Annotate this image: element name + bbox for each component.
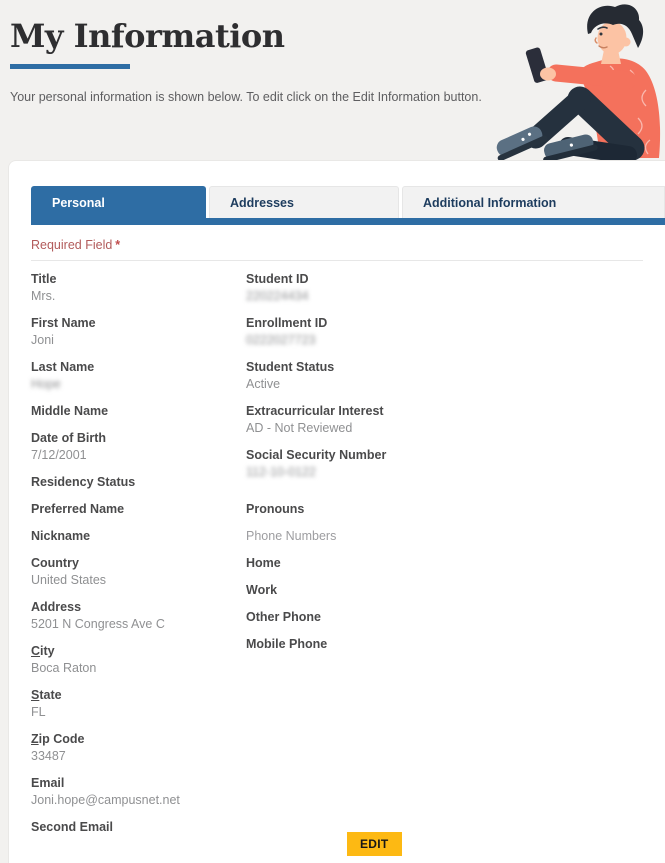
field-social-security-number (246, 447, 665, 481)
tab-addresses[interactable]: Addresses (209, 186, 399, 218)
field-value: Mrs. (31, 289, 56, 303)
field-label: Mobile Phone (246, 637, 328, 651)
field-label: Home (246, 556, 281, 570)
edit-button[interactable]: EDIT (347, 832, 402, 856)
field-value: United States (31, 573, 107, 587)
field-last-name (31, 359, 246, 393)
field-address (31, 599, 246, 633)
divider (31, 260, 643, 261)
field-label: Address (31, 600, 82, 614)
field-preferred-name (31, 501, 246, 518)
field-work (246, 582, 665, 599)
field-title (31, 271, 246, 305)
field-enrollment-id (246, 315, 665, 349)
field-value: 5201 N Congress Ave C (31, 617, 165, 631)
field-label: Enrollment ID (246, 316, 328, 330)
field-mobile-phone (246, 636, 665, 653)
field-value: AD - Not Reviewed (246, 421, 353, 435)
field-value: 7/12/2001 (31, 448, 87, 462)
field-home (246, 555, 665, 572)
fields-column-right (246, 271, 665, 663)
required-field-note (31, 238, 665, 252)
field-value: Active (246, 377, 281, 391)
field-phone-numbers (246, 528, 665, 545)
required-asterisk: * (115, 238, 121, 252)
field-value: 0222027723 (246, 333, 316, 347)
field-columns (31, 271, 665, 846)
field-state (31, 687, 246, 721)
tab-bar (31, 186, 665, 218)
field-label: Title (31, 272, 57, 286)
field-label: Date of Birth (31, 431, 106, 445)
field-label: City (31, 644, 55, 658)
field-label: Zip Code (31, 732, 85, 746)
active-tab-indicator-bar (31, 218, 665, 225)
field-city (31, 643, 246, 677)
field-label: Student Status (246, 360, 335, 374)
field-label: Pronouns (246, 502, 305, 516)
field-label: Other Phone (246, 610, 322, 624)
field-date-of-birth (31, 430, 246, 464)
field-label: Email (31, 776, 65, 790)
field-other-phone (246, 609, 665, 626)
field-value: 220224434 (246, 289, 309, 303)
field-value: Boca Raton (31, 661, 97, 675)
field-value: FL (31, 705, 46, 719)
field-extracurricular-interest (246, 403, 665, 437)
field-label: Phone Numbers (246, 529, 337, 543)
field-country (31, 555, 246, 589)
field-label: Social Security Number (246, 448, 387, 462)
field-email (31, 775, 246, 809)
field-label: Nickname (31, 529, 91, 543)
field-label: Last Name (31, 360, 95, 374)
field-label: Work (246, 583, 278, 597)
field-nickname (31, 528, 246, 545)
field-label: Extracurricular Interest (246, 404, 384, 418)
tab-personal[interactable]: Personal (31, 186, 206, 218)
field-pronouns (246, 491, 665, 518)
field-zip-code (31, 731, 246, 765)
required-field-text: Required Field (31, 238, 113, 252)
field-label: First Name (31, 316, 96, 330)
page-subtitle: Your personal information is shown below. To edit click on the Edit Information button. (10, 90, 482, 104)
title-underline (10, 64, 130, 69)
field-label: State (31, 688, 62, 702)
field-residency-status (31, 474, 246, 491)
field-value: 112-10-0122 (246, 465, 316, 479)
my-information-card (8, 160, 665, 863)
field-value: 33487 (31, 749, 66, 763)
field-label: Middle Name (31, 404, 109, 418)
field-label: Second Email (31, 820, 113, 834)
field-label: Student ID (246, 272, 309, 286)
field-second-email (31, 819, 246, 836)
field-value: Hope (31, 377, 61, 391)
field-middle-name (31, 403, 246, 420)
field-label: Residency Status (31, 475, 136, 489)
field-value: Joni (31, 333, 54, 347)
tab-additional-information[interactable]: Additional Information (402, 186, 665, 218)
fields-column-left (31, 271, 246, 846)
page-header (0, 0, 665, 160)
field-first-name (31, 315, 246, 349)
field-student-id (246, 271, 665, 305)
field-student-status (246, 359, 665, 393)
field-label: Preferred Name (31, 502, 125, 516)
page-title: My Information (10, 17, 285, 55)
field-label: Country (31, 556, 79, 570)
field-value: Joni.hope@campusnet.net (31, 793, 180, 807)
